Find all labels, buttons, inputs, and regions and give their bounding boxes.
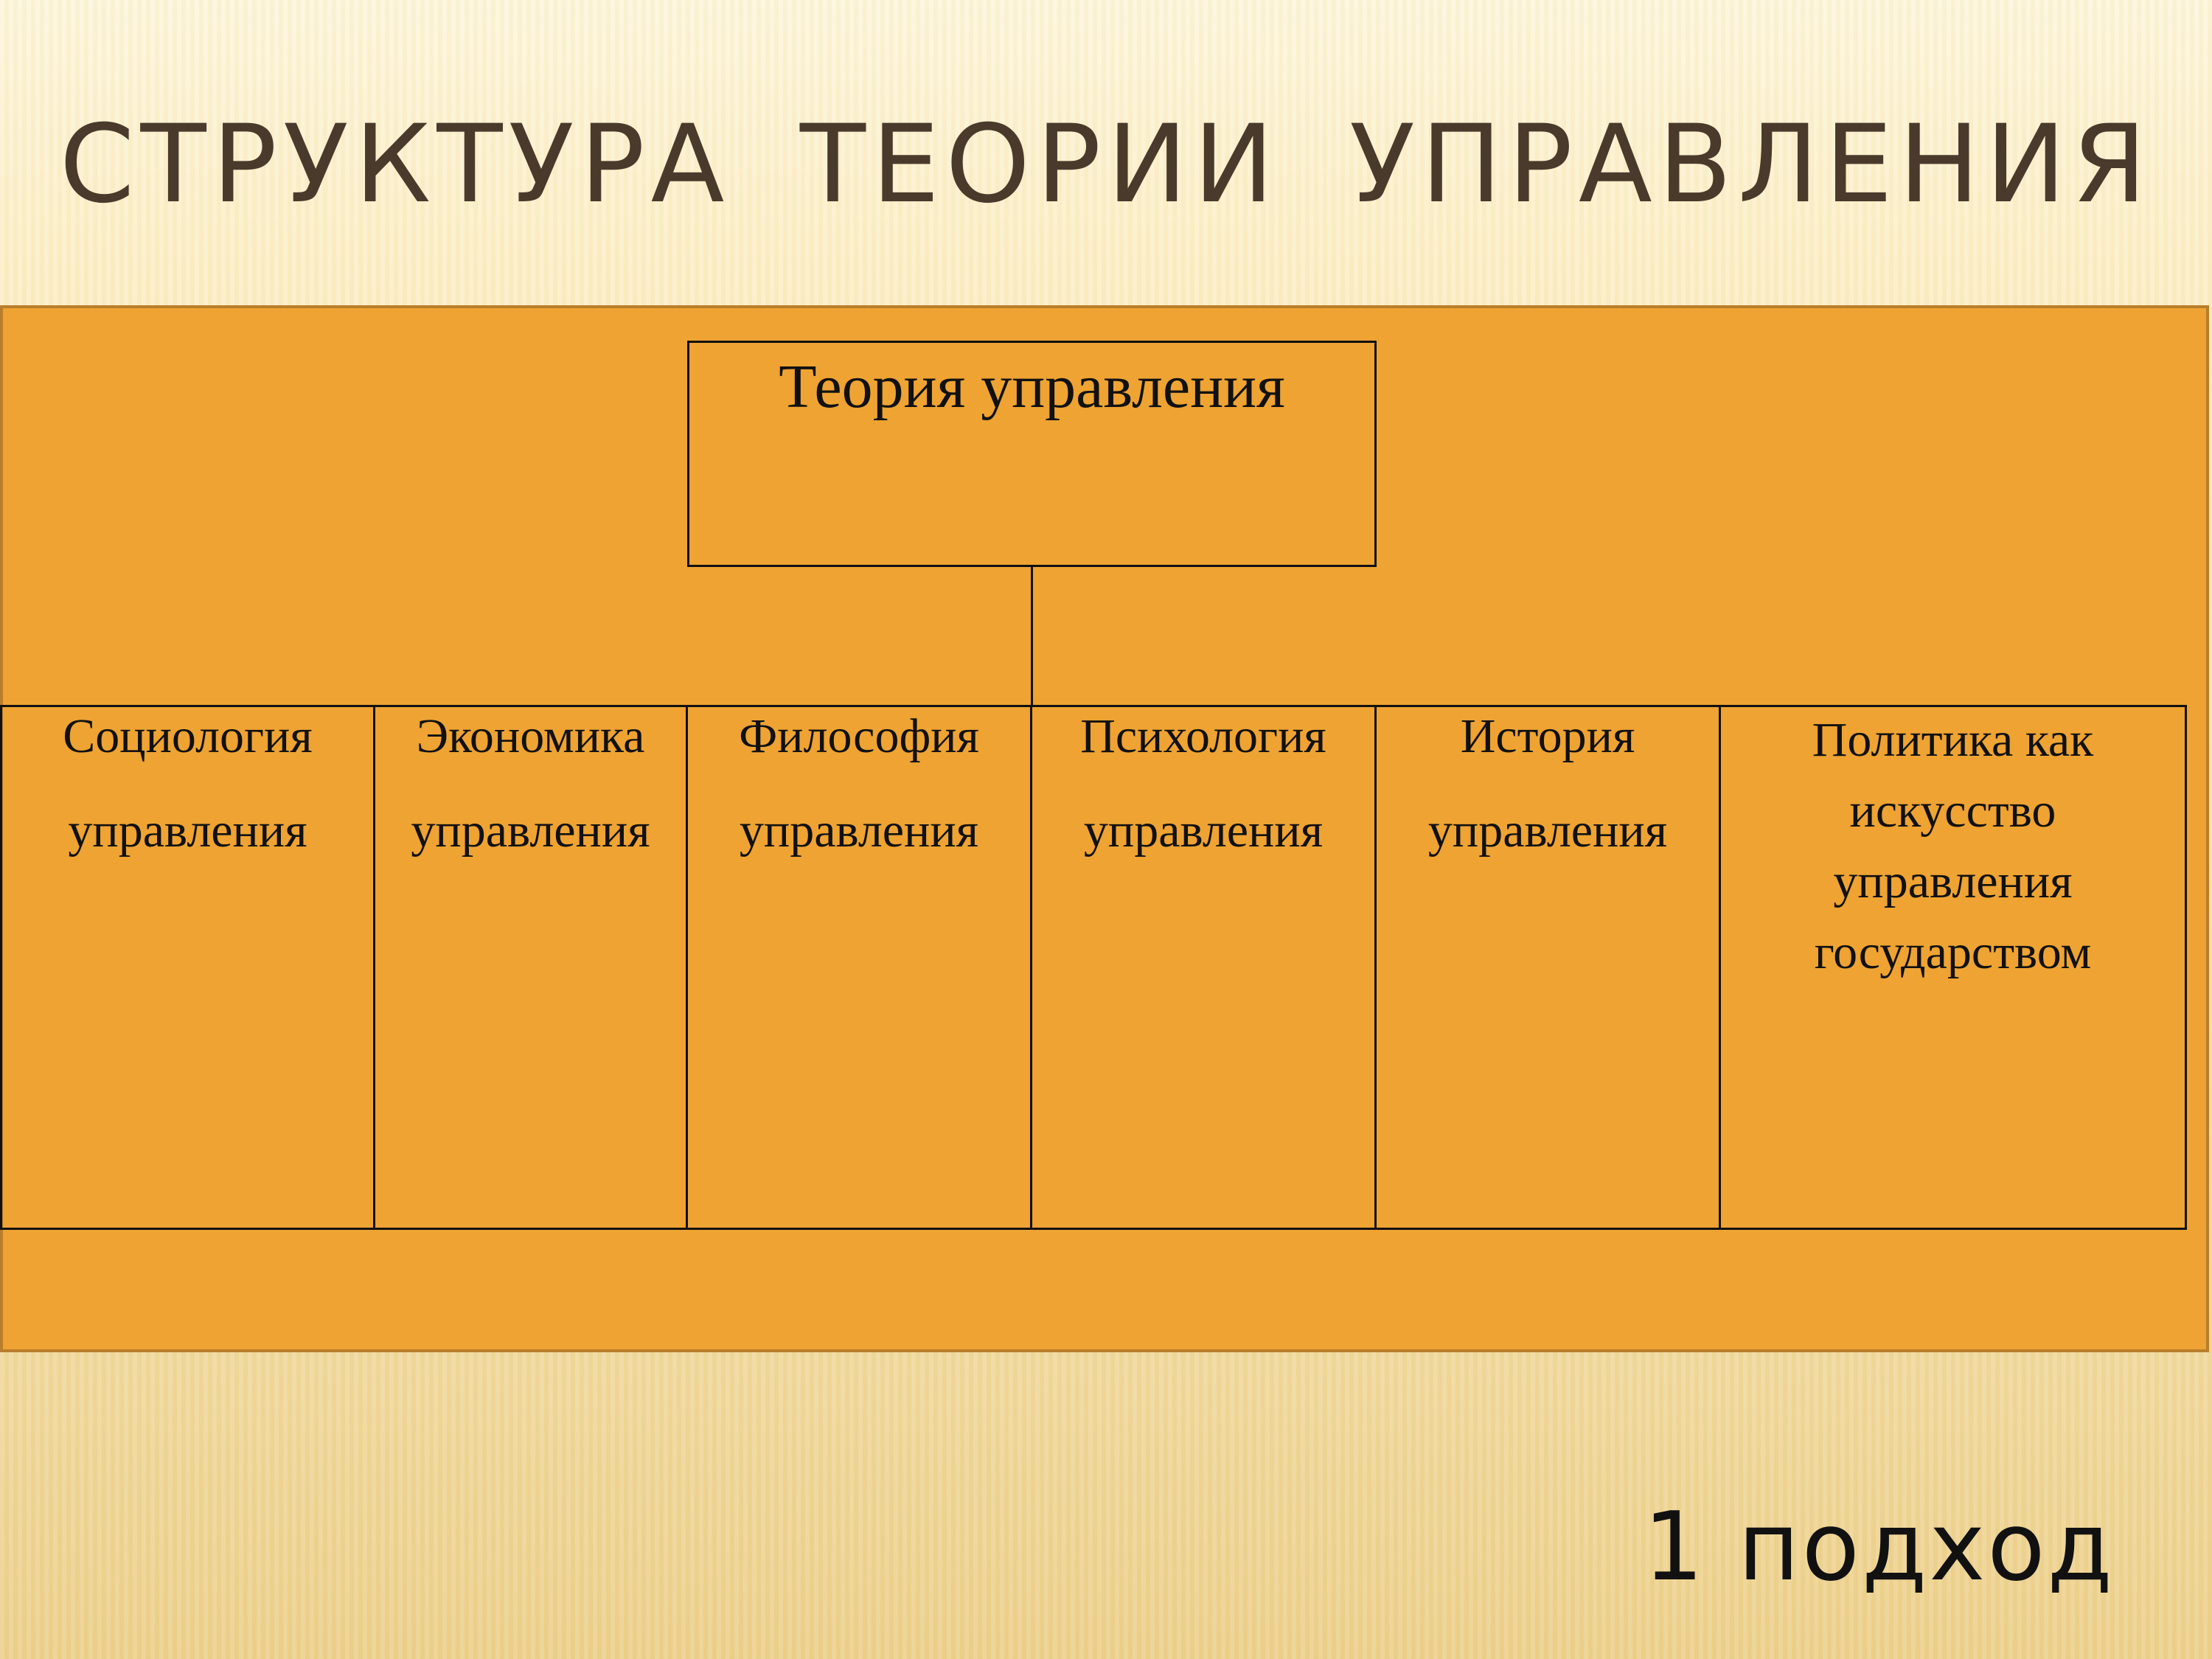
branch-node-label: искусство — [1849, 784, 2056, 838]
branch-node-philosophy — [688, 705, 1032, 1230]
branch-node-label: управления — [411, 804, 650, 858]
branch-node-label: управления — [1083, 804, 1324, 858]
branch-node-sociology — [0, 705, 375, 1230]
branch-node-psychology — [1032, 705, 1377, 1230]
branch-node-politics — [1721, 705, 2187, 1230]
branch-node-economics — [375, 705, 688, 1230]
branch-node-history — [1377, 705, 1721, 1230]
branch-node-label: Экономика — [416, 709, 645, 763]
branch-node-label: управления — [1833, 855, 2073, 908]
slide-title: СТРУКТУРА ТЕОРИИ УПРАВЛЕНИЯ — [59, 102, 2153, 227]
branch-node-label: управления — [68, 804, 307, 858]
branch-node-label: Социология — [63, 709, 313, 763]
root-node-label: Теория управления — [779, 352, 1285, 421]
branch-node-label: государством — [1814, 925, 2092, 979]
branch-node-label: управления — [1427, 804, 1668, 858]
root-node — [687, 341, 1377, 567]
branch-node-label: Философия — [739, 709, 979, 763]
branch-node-label: управления — [739, 804, 979, 858]
branch-node-label: Политика как — [1812, 713, 2094, 767]
approach-caption: 1 подход — [1643, 1492, 2115, 1602]
branch-node-label: Психология — [1080, 709, 1326, 763]
branch-node-label: История — [1460, 709, 1635, 763]
root-connector-line — [1031, 567, 1033, 706]
